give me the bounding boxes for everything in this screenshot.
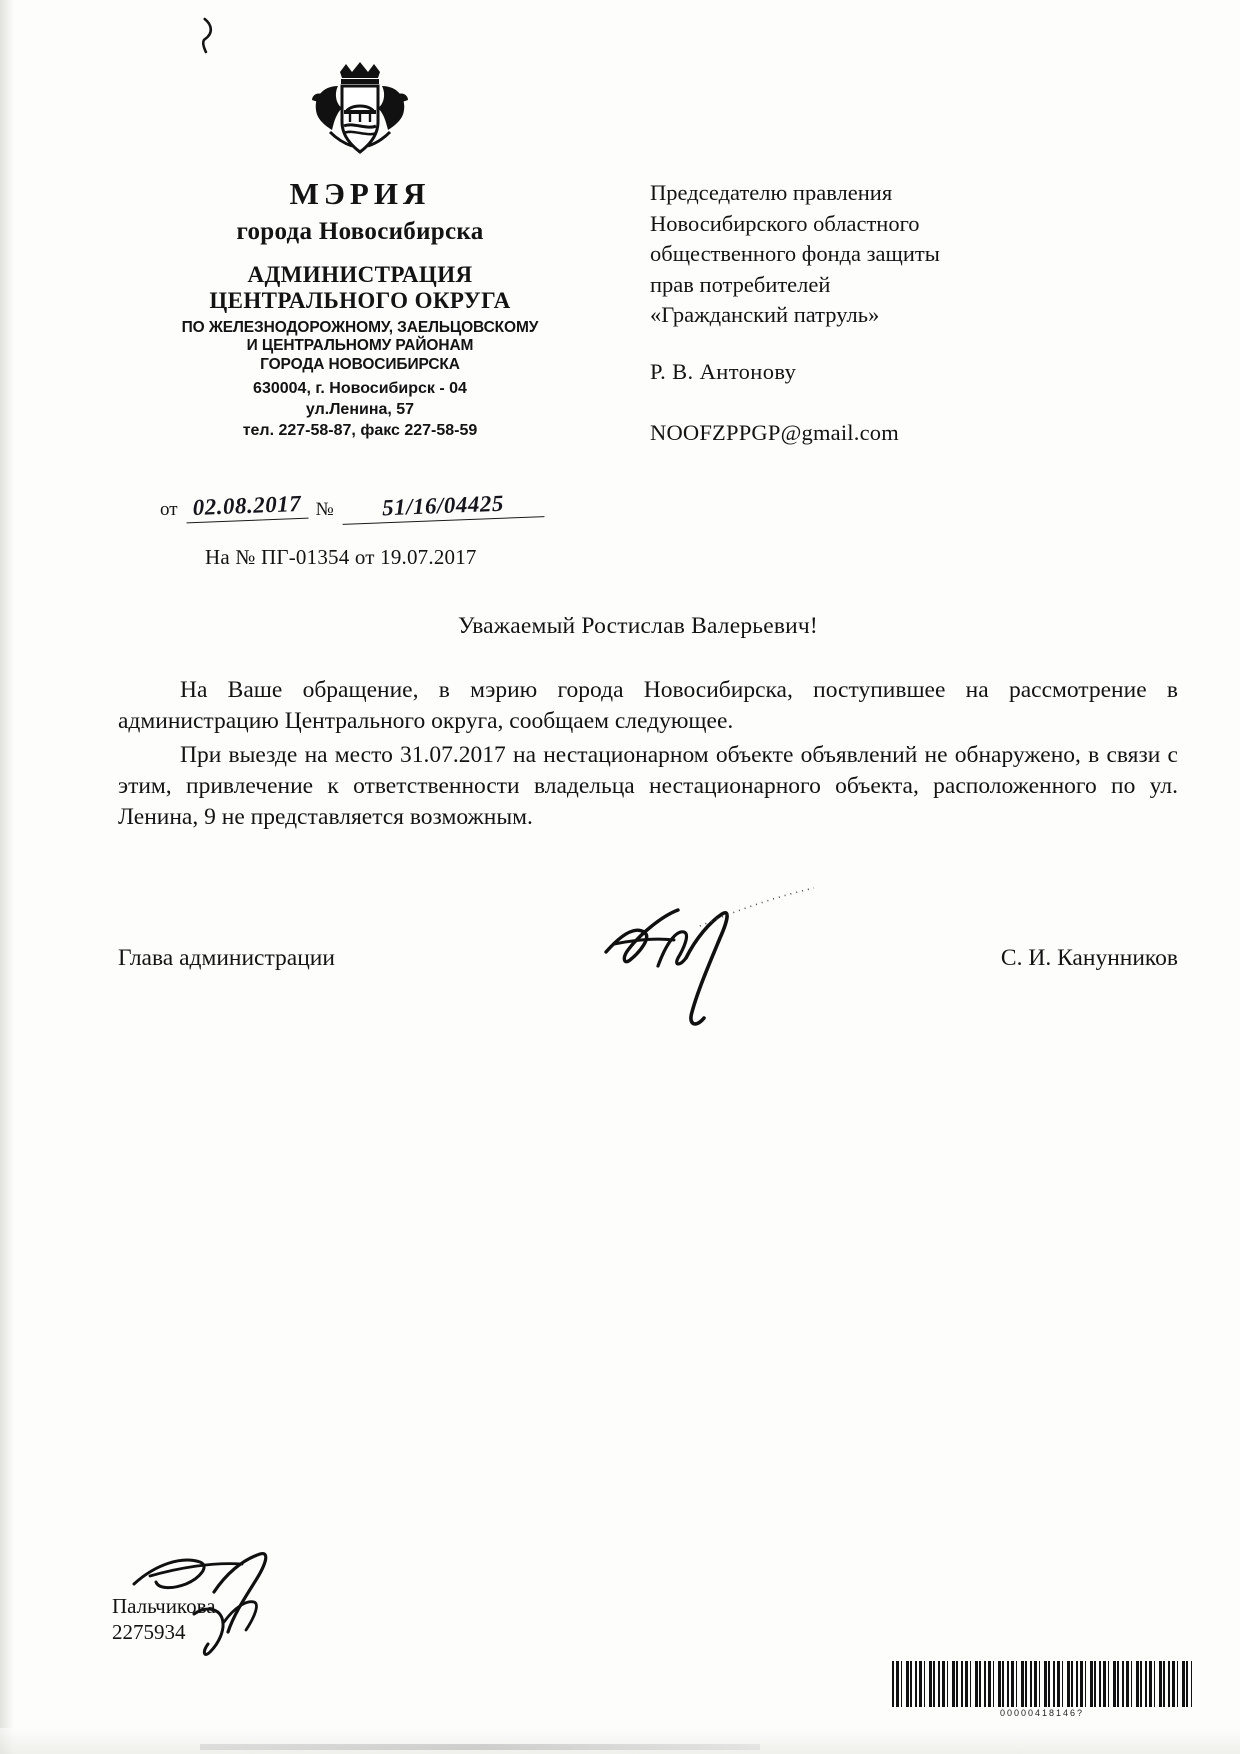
org-admin-line-1: АДМИНИСТРАЦИЯ (247, 262, 473, 287)
org-address-line-2: ул.Ленина, 57 (305, 401, 415, 419)
barcode-bars (892, 1661, 1192, 1707)
reference-reply-to: На № ПГ-01354 от 19.07.2017 (205, 545, 477, 569)
scan-edge-shadow (0, 0, 14, 1754)
letterhead (120, 50, 600, 442)
reference-number-label: № (315, 499, 334, 520)
salutation: Уважаемый Ростислав Валерьевич! (458, 613, 818, 639)
reference-line (160, 490, 544, 521)
addressee-line-1: Председателю правления (650, 180, 893, 205)
org-districts-line-3: ГОРОДА НОВОСИБИРСКА (260, 356, 460, 374)
letter-body (118, 675, 1178, 833)
org-address-line-1: 630004, г. Новосибирск - 04 (253, 380, 467, 398)
addressee-name: Р. В. Антонову (650, 358, 797, 384)
org-title: МЭРИЯ (289, 176, 431, 211)
org-districts-block (120, 319, 600, 376)
org-districts-line-2: И ЦЕНТРАЛЬНОМУ РАЙОНАМ (246, 337, 474, 355)
org-districts-line-1: ПО ЖЕЛЕЗНОДОРОЖНОМУ, ЗАЕЛЬЦОВСКОМУ (181, 318, 539, 336)
addressee-line-3: общественного фонда защиты (650, 241, 940, 267)
org-contacts-block (120, 379, 600, 441)
signer-position: Глава администрации (118, 945, 335, 971)
coat-of-arms-icon (300, 60, 420, 168)
org-admin-line-2: ЦЕНТРАЛЬНОГО ОКРУГА (209, 287, 511, 313)
org-phone-line: тел. 227-58-87, факс 227-58-59 (242, 421, 478, 439)
org-city: города Новосибирска (236, 218, 484, 245)
addressee-line-4: прав потребителей (650, 271, 831, 297)
executor-block (112, 1593, 216, 1646)
addressee-line-5: «Гражданский патруль» (650, 302, 880, 328)
reference-number-value: 51/16/04425 (341, 489, 544, 525)
addressee-line-2: Новосибирского областного (650, 210, 920, 236)
org-admin-block (120, 262, 600, 314)
signature-icon (600, 880, 830, 1040)
scan-artifact (200, 1744, 760, 1750)
body-paragraph-1: На Ваше обращение, в мэрию города Новосибирска, поступившее на рассмотрение в администрацию Центрального округа, сообщаем следующее. (118, 677, 1178, 735)
signer-name: С. И. Канунников (1000, 945, 1178, 971)
addressee-email: NOOFZPPGP@gmail.com (650, 419, 899, 445)
barcode (892, 1661, 1192, 1718)
executor-phone: 2275934 (112, 1620, 186, 1645)
reference-from-value: 02.08.2017 (185, 491, 308, 524)
barcode-number: 00000418146? (999, 1708, 1085, 1718)
addressee-block (650, 178, 1170, 448)
executor-name: Пальчикова (112, 1594, 216, 1618)
scan-edge-shadow-bottom (0, 1728, 1240, 1754)
body-paragraph-2: При выезде на место 31.07.2017 на нестационарном объекте объявлений не обнаружено, в связи с этим, привлечение к ответственности владельца нестационарного объекта, расположенного по ул. Ленина, 9 не представляется возможным. (118, 741, 1178, 830)
reference-from-label: от (160, 499, 178, 520)
